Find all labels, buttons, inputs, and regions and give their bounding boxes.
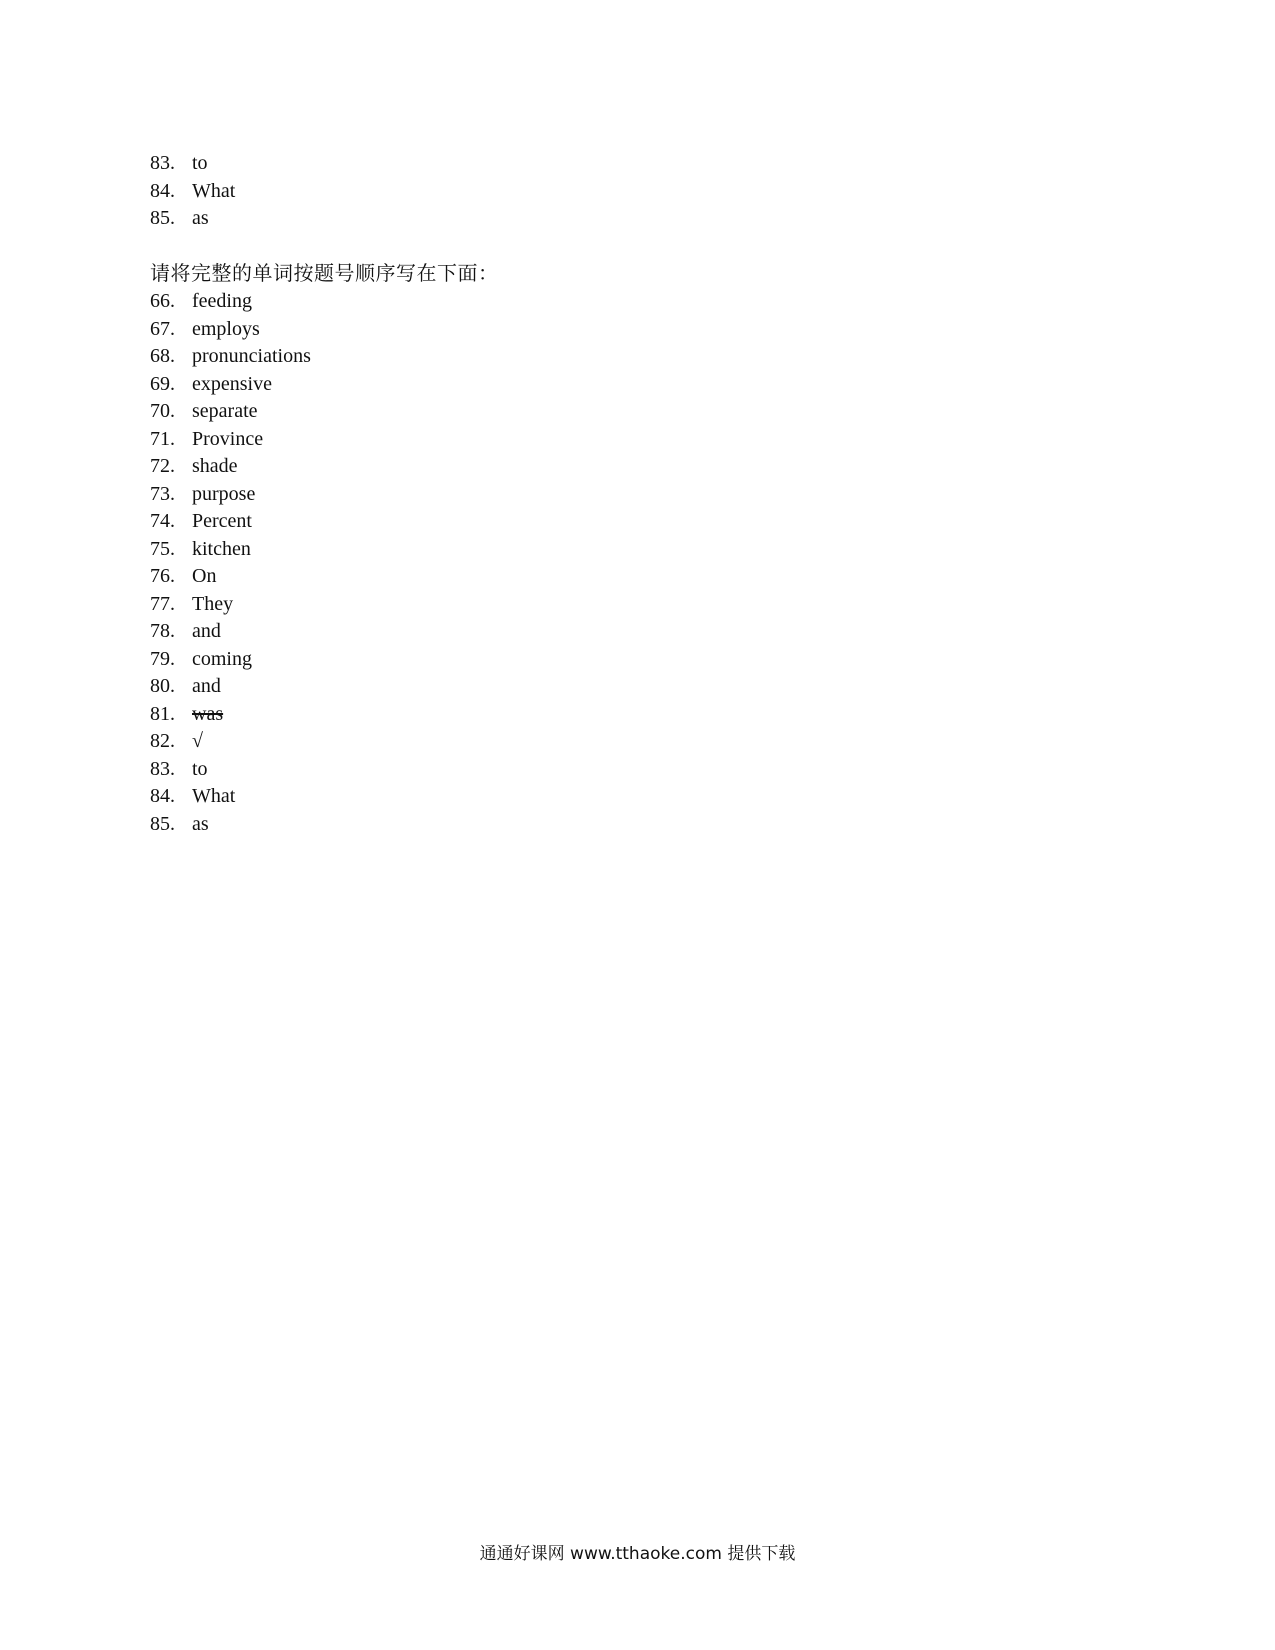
answer-line: [150, 453, 499, 481]
answer-number: 73.: [150, 482, 175, 505]
answer-number: 66.: [150, 290, 175, 312]
answer-word-struck: was: [192, 702, 224, 725]
answer-word: What: [192, 179, 236, 202]
answer-line: [150, 618, 499, 646]
answer-number: 74.: [150, 510, 175, 532]
answer-number: 72.: [150, 455, 175, 477]
answer-line: [150, 673, 499, 701]
answer-line: [150, 811, 499, 839]
answer-word: Province: [192, 427, 264, 450]
answer-line: [150, 205, 235, 233]
check-mark-icon: √: [192, 730, 203, 752]
answer-line: [150, 316, 499, 344]
answer-number: 80.: [150, 675, 175, 697]
top-answer-list: [150, 150, 235, 233]
answer-number: 82.: [150, 730, 175, 752]
answer-line: [150, 591, 499, 619]
answer-word: On: [192, 565, 217, 587]
answer-word: purpose: [192, 482, 256, 505]
answer-number: 81.: [150, 702, 175, 725]
answer-word: pronunciations: [192, 345, 311, 367]
answer-number: 78.: [150, 620, 175, 642]
answer-line: [150, 178, 235, 206]
answer-line: [150, 536, 499, 564]
answer-number: 71.: [150, 427, 175, 450]
answer-line: [150, 563, 499, 591]
answer-word: coming: [192, 647, 252, 670]
page-footer: 通通好课网 www.tthaoke.com 提供下载: [479, 1544, 796, 1564]
answer-line: [150, 646, 499, 674]
answer-line: [150, 343, 499, 371]
answer-line: [150, 701, 499, 729]
answer-line: [150, 783, 499, 811]
answer-line: [150, 150, 235, 178]
answer-word: feeding: [192, 290, 252, 312]
answer-number: 85.: [150, 207, 175, 229]
answer-word: and: [192, 620, 221, 642]
answer-number: 83.: [150, 152, 175, 174]
answer-word: shade: [192, 455, 238, 477]
answer-number: 67.: [150, 317, 175, 340]
answer-word: kitchen: [192, 537, 251, 560]
section-heading: 请将完整的单词按题号顺序写在下面：: [150, 261, 499, 285]
answer-line: [150, 756, 499, 784]
answer-word: to: [192, 152, 208, 174]
answer-number: 75.: [150, 537, 175, 560]
answer-line: [150, 481, 499, 509]
answer-number: 69.: [150, 372, 175, 395]
answer-line: [150, 508, 499, 536]
answer-line: [150, 426, 499, 454]
answer-word: expensive: [192, 372, 272, 395]
answer-word: as: [192, 207, 209, 229]
answer-number: 76.: [150, 565, 175, 587]
answer-word: as: [192, 812, 209, 835]
answer-number: 84.: [150, 179, 175, 202]
answer-number: 68.: [150, 345, 175, 367]
answer-word: They: [192, 592, 234, 615]
answer-number: 77.: [150, 592, 175, 615]
answer-line: [150, 371, 499, 399]
answer-number: 83.: [150, 757, 175, 780]
answer-line: [150, 398, 499, 426]
answer-line: [150, 288, 499, 316]
answer-word: employs: [192, 317, 260, 340]
answer-word: What: [192, 785, 236, 807]
answer-section: [150, 258, 499, 838]
answer-number: 79.: [150, 647, 175, 670]
answer-word: to: [192, 757, 208, 780]
answer-number: 84.: [150, 785, 175, 807]
answer-word: and: [192, 675, 221, 697]
answer-word: Percent: [192, 510, 252, 532]
answer-number: 70.: [150, 400, 175, 422]
answer-line: [150, 728, 499, 756]
answer-word: separate: [192, 400, 258, 422]
answer-number: 85.: [150, 812, 175, 835]
